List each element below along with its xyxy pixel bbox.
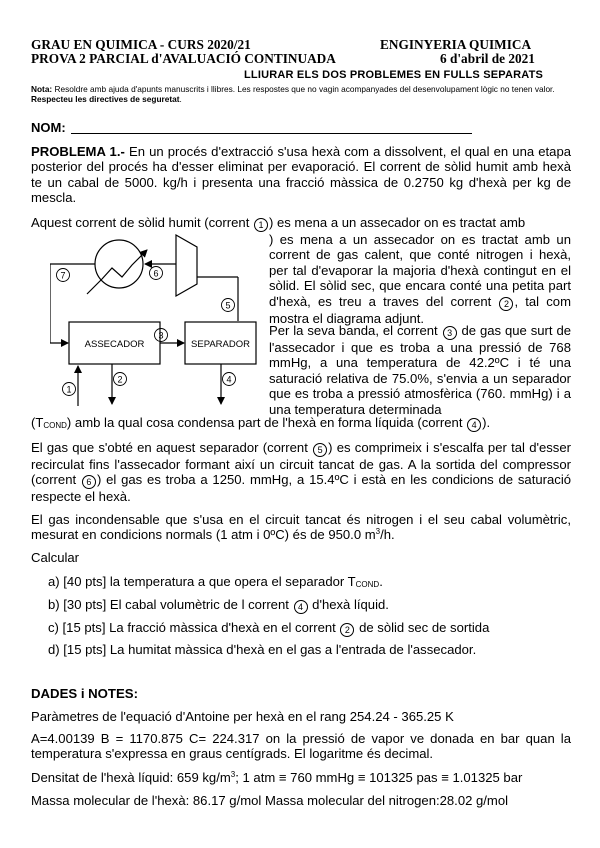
antoine-note: on la pressió de vapor ve donada en bar quan la temperatura s'expressa en graus centígrads. El logaritme és decimal.	[31, 731, 571, 762]
paragraph-3	[269, 323, 571, 417]
stream-6-label: 6	[153, 268, 159, 279]
stream-badge-1: 1	[254, 218, 268, 232]
p2-text-c: , tal com mostra el diagrama adjunt.	[269, 293, 571, 326]
note-emphasis: Respecteu les directives de seguretat	[31, 94, 180, 104]
p5-superscript: 3	[375, 527, 381, 537]
process-diagram	[50, 232, 268, 418]
stream-badge-2: 2	[499, 297, 513, 311]
p3-tcond-prefix: (T	[31, 415, 44, 430]
problem-title: PROBLEMA 1.-	[31, 144, 125, 159]
question-d: d) [15 pts] La humitat màssica d'hexà en el gas a l'entrada de l'assecador.	[48, 642, 477, 657]
stream-badge-3: 3	[443, 326, 457, 340]
p3-text-a: Per la seva banda, el corrent	[269, 323, 442, 338]
density-text: Densitat de l'hexà líquid: 659 kg/m	[31, 770, 231, 785]
heater-circle	[95, 240, 143, 288]
question-c-stream: 2	[340, 623, 354, 637]
question-a-end: .	[379, 574, 383, 589]
stream-1-label: 1	[66, 384, 72, 395]
question-a-sub: COND	[355, 580, 380, 589]
note-end: .	[179, 94, 182, 104]
note-text: Resoldre amb ajuda d'apunts manuscrits i llibres. Les respostes que no vagin acompanyades del desenvolupament lògic no tenen valor.	[52, 84, 555, 94]
density-line	[31, 770, 522, 785]
p5-text-a: El gas incondensable que s'usa en el circuit tancat és nitrogen i el seu cabal volumètric, mesurat en condicions normals (1 atm i 0ºC) és de 950.0 m	[31, 512, 571, 543]
antoine-title: Paràmetres de l'equació d'Antoine per hexà en el rang 254.24 - 365.25 K	[31, 709, 454, 724]
question-c-end: de sòlid sec de sortida	[355, 620, 490, 635]
stream-7-label: 7	[60, 270, 66, 281]
stream-badge-6: 6	[82, 475, 96, 489]
stream-5-label: 5	[225, 300, 231, 311]
p2-text-a: Aquest corrent de sòlid humit (corrent	[31, 215, 253, 230]
dryer-label: ASSECADOR	[84, 339, 145, 350]
paragraph-2-line1	[31, 215, 571, 232]
stream-3-label: 3	[158, 330, 164, 341]
question-b-end: d'hexà líquid.	[308, 597, 389, 612]
antoine-params	[31, 731, 571, 762]
stream-4-label: 4	[226, 374, 232, 385]
question-b-stream: 4	[294, 600, 308, 614]
p5-text-b: /h.	[380, 527, 395, 543]
problem-intro	[31, 144, 571, 206]
course-title: GRAU EN QUIMICA - CURS 2020/21	[31, 37, 251, 52]
p4-text-b: ) es comprimeix i s'escalfa per tal d'esser recirculat fins l'assecador formant així un circuit tancat de gas. A la sortida del compressor (corrent	[31, 440, 571, 488]
name-label: NOM:	[31, 120, 66, 135]
p2-text-b: ) es mena a un assecador on es tractat amb un corrent de gas calent, que conté nitrogen i hexà, per tal d'evaporar la majoria d'hexà contingut en el sòlid. El sòlid sec, que encara conté una petita part d'hexà, es treu a traves del corrent	[269, 232, 571, 309]
stream-2-label: 2	[117, 374, 123, 385]
paragraph-4	[31, 440, 571, 505]
problem-intro-text: En un procés d'extracció s'usa hexà com a dissolvent, el qual en una etapa posterior del procés ha d'esser eliminat per evaporació. El corrent de sòlid humit amb hexà te un cabal de 5000. kg/h i presenta una fracció màssica de 0.2750 kg d'hexà per kg de mescla.	[31, 144, 572, 206]
p4-text-a: El gas que s'obté en aquest separador (corrent	[31, 440, 313, 455]
compressor-shape	[176, 235, 197, 296]
exam-note	[31, 84, 571, 104]
question-b	[48, 597, 389, 614]
question-a-text: a) [40 pts] la temperatura a que opera el separador T	[48, 574, 356, 589]
question-b-text: b) [30 pts] El cabal volumètric de l corrent	[48, 597, 293, 612]
question-c-text: c) [15 pts] La fracció màssica d'hexà en el corrent	[48, 620, 340, 635]
separator-label: SEPARADOR	[191, 339, 250, 350]
p3-text-end: ).	[482, 415, 491, 430]
paragraph-5	[31, 512, 571, 543]
data-title: DADES i NOTES:	[31, 686, 138, 701]
antoine-values: A=4.00139 B = 1170.875 C= 224.317	[31, 731, 260, 746]
stream-badge-4: 4	[467, 418, 481, 432]
note-prefix: Nota:	[31, 84, 53, 94]
exam-title: PROVA 2 PARCIAL d'AVALUACIÓ CONTINUADA	[31, 51, 336, 66]
p3-text-b: de gas que surt de l'assecador i que es troba a una pressió de 768 mmHg, a una temperatura de 42.2ºC i té una saturació relativa de 75.0%, s'envia a un separador que es troba a pressió atmosfèrica (760. mmHg) i a una temperatura determinada	[269, 323, 572, 417]
department-title: ENGINYERIA QUIMICA	[380, 37, 532, 52]
exam-date: 6 d'abril de 2021	[440, 51, 535, 66]
p2-text-b-first: ) es mena a un assecador on es tractat amb	[268, 215, 526, 230]
calculate-label: Calcular	[31, 550, 80, 565]
name-field-line[interactable]	[71, 133, 472, 134]
submission-instruction: LLIURAR ELS DOS PROBLEMES EN FULLS SEPARATS	[244, 69, 544, 81]
density-conversions: ; 1 atm ≡ 760 mmHg ≡ 101325 pas ≡ 1.01325 bar	[235, 770, 523, 785]
molar-mass-line: Massa molecular de l'hexà: 86.17 g/mol Massa molecular del nitrogen:28.02 g/mol	[31, 793, 509, 808]
stream-badge-5: 5	[313, 443, 327, 457]
p4-text-c: ) el gas es troba a 1250. mmHg, a 15.4ºC i està en les condicions de saturació respecte el hexà.	[31, 472, 572, 505]
question-a	[48, 574, 383, 592]
question-c	[48, 620, 489, 637]
paragraph-2-rest	[269, 232, 571, 326]
p3-text-c: ) amb la qual cosa condensa part de l'hexà en forma líquida (corrent	[66, 415, 467, 430]
p3-tcond-sub: COND	[43, 421, 67, 430]
density-superscript: 3	[230, 770, 236, 779]
